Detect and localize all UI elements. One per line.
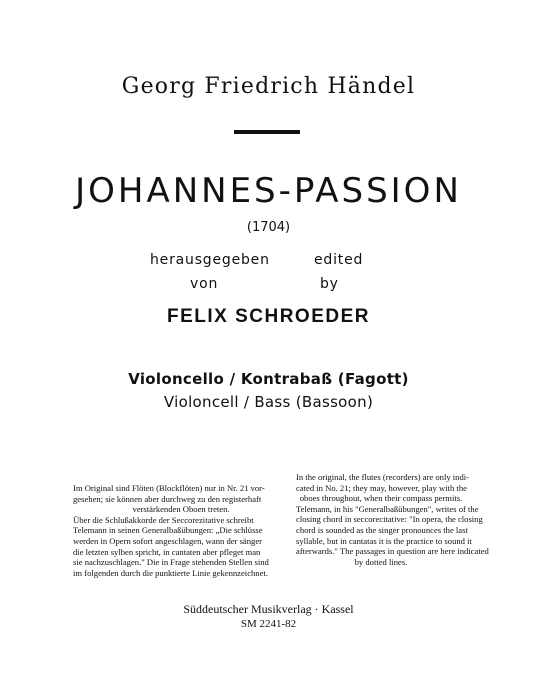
work-title: JOHANNES-PASSION xyxy=(75,171,462,211)
note-line: chord is sounded as the singer pronounces the last xyxy=(296,524,468,535)
catalog-number: SM 2241-82 xyxy=(240,618,297,630)
note-line: gesehen; sie können aber durchweg zu den registerhaft xyxy=(73,493,262,504)
note-line: Im Original sind Flöten (Blockflöten) nur in Nr. 21 vor- xyxy=(73,483,265,493)
note-line: by dotted lines. xyxy=(354,556,408,567)
work-year: (1704) xyxy=(246,220,291,235)
instrument-part-de: Violoncello / Kontrabaß (Fagott) xyxy=(128,370,409,388)
note-line: afterwards." The passages in question are here indicated xyxy=(296,546,489,557)
editor-name: FELIX SCHROEDER xyxy=(166,306,371,327)
note-line: cated in No. 21; they may, however, play with the xyxy=(296,482,467,493)
note-line: In the original, the flutes (recorders) are only indi- xyxy=(296,472,470,482)
note-line: Telemann, in his "Generalbaßübungen", writes of the xyxy=(296,503,479,514)
note-line: closing chord in seccorecitative: "In opera, the closing xyxy=(296,514,483,525)
title-divider xyxy=(234,130,300,134)
edited-by-en-line1: edited xyxy=(314,252,364,268)
note-line: syllable, but in cantatas it is the practice to sound it xyxy=(296,535,472,546)
note-line: Über die Schlußakkorde der Seccorezitative schreibt xyxy=(73,514,254,525)
note-line: oboes throughout, when their compass permits. xyxy=(299,493,463,504)
note-line: im folgenden durch die punktierte Linie gekennzeichnet. xyxy=(73,567,268,578)
instrument-part-en: Violoncell / Bass (Bassoon) xyxy=(163,393,374,411)
performance-note-en xyxy=(296,472,489,567)
edited-by-de-line1: herausgegeben xyxy=(150,252,270,268)
note-line: sie nachzuschlagen." Die in Frage stehenden Stellen sind xyxy=(73,557,269,568)
publisher-name: Süddeutscher Musikverlag · Kassel xyxy=(183,602,354,616)
edited-by-de-line2: von xyxy=(190,276,219,292)
note-line: die letzten sylben spricht, in cantaten aber pfleget man xyxy=(73,546,261,557)
edited-by-en-line2: by xyxy=(320,276,339,292)
performance-note-de xyxy=(73,483,289,578)
note-line: Telemann in seinen Generalbaßübungen: „Die schlüsse xyxy=(73,525,263,536)
note-line: werden in Opern sofort angeschlagen, wann der sänger xyxy=(73,535,262,546)
note-line: verstärkenden Oboen treten. xyxy=(132,504,230,515)
composer-name: Georg Friedrich Händel xyxy=(121,74,416,99)
